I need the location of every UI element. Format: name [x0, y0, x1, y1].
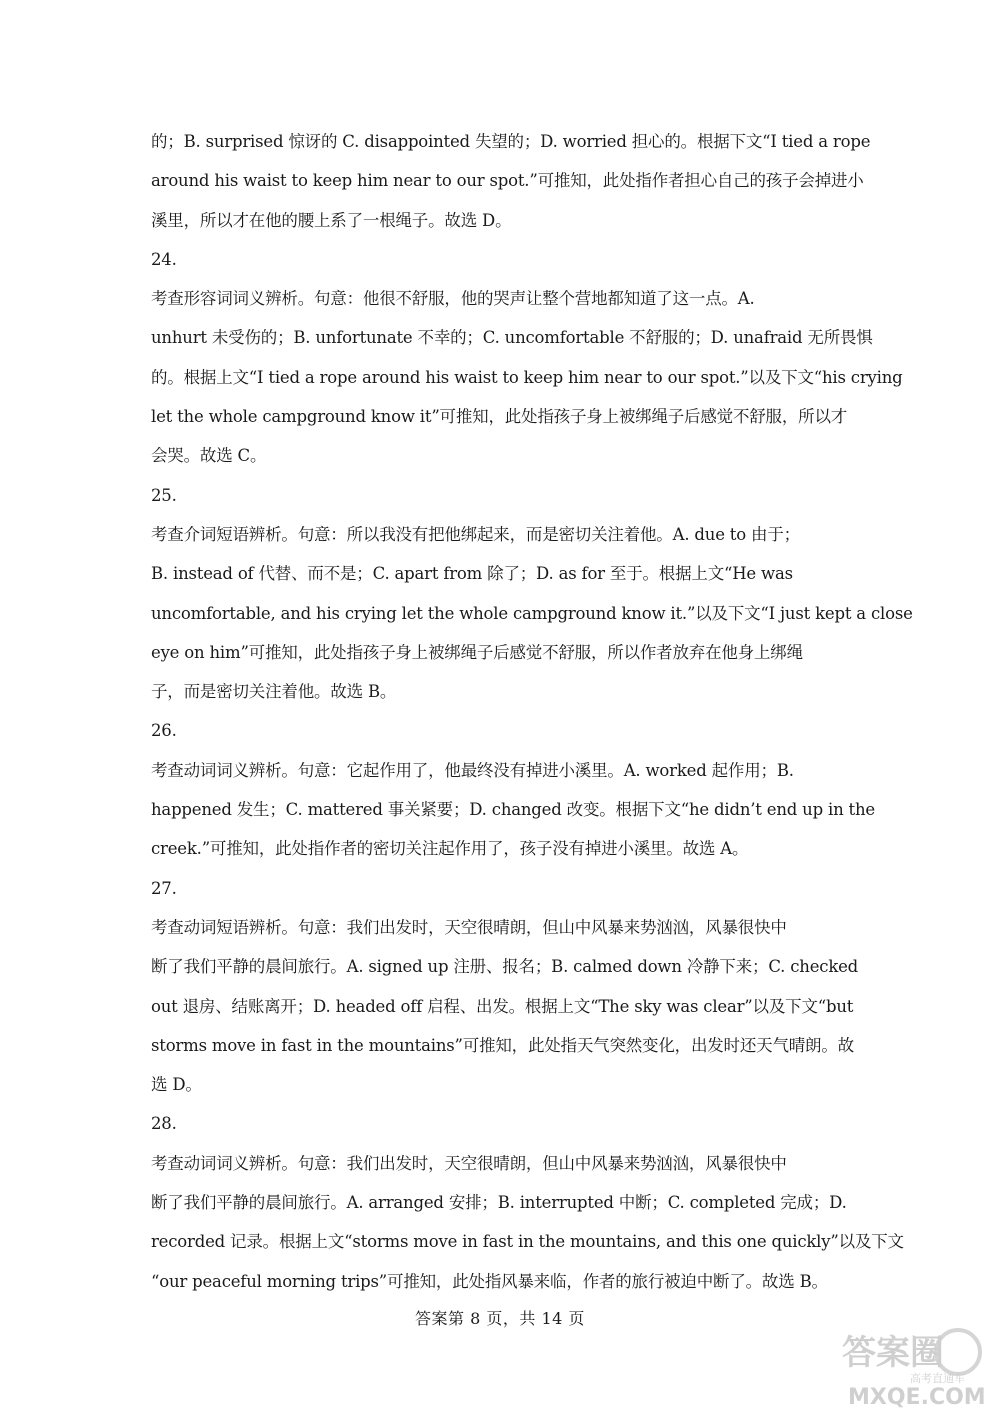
text-line: out 退房、结账离开；D. headed off 启程、出发。根据上文“The sky was clear”以及下文“but: [151, 996, 854, 1016]
text-line: creek.”可推知，此处指作者的密切关注起作用了，孩子没有掉进小溪里。故选 A。: [151, 839, 749, 859]
text-line: unhurt 未受伤的；B. unfortunate 不幸的；C. uncomfortable 不舒服的；D. unafraid 无所畏惧: [151, 328, 873, 348]
question-number: 27.: [151, 878, 177, 898]
text-line: 考查动词短语辨析。句意：我们出发时，天空很晴朗，但山中风暴来势汹汹，风暴很快中: [151, 917, 787, 937]
watermark-logo-graphic: [840, 1320, 990, 1410]
watermark-logo: [840, 1320, 990, 1410]
text-line: eye on him”可推知，此处指孩子身上被绑绳子后感觉不舒服，所以作者放弃在他身上绑绳: [151, 642, 803, 662]
text-line: “our peaceful morning trips”可推知，此处指风暴来临，作者的旅行被迫中断了。故选 B。: [151, 1271, 828, 1291]
watermark-logo-text: 答案圈: [842, 1333, 944, 1373]
text-line: happened 发生；C. mattered 事关紧要；D. changed 改变。根据下文“he didn’t end up in the: [151, 800, 875, 820]
text-line: around his waist to keep him near to our spot.”可推知，此处指作者担心自己的孩子会掉进小: [151, 171, 864, 191]
text-line: 断了我们平静的晨间旅行。A. arranged 安排；B. interrupted 中断；C. completed 完成；D.: [151, 1193, 847, 1213]
text-line: 考查形容词词义辨析。句意：他很不舒服，他的哭声让整个营地都知道了这一点。A.: [151, 289, 755, 309]
text-line: 考查介词短语辨析。句意：所以我没有把他绑起来，而是密切关注着他。A. due to 由于；: [151, 524, 800, 544]
page-footer: 答案第 8 页，共 14 页: [415, 1309, 585, 1328]
text-line: 会哭。故选 C。: [151, 446, 267, 466]
text-line: 断了我们平静的晨间旅行。A. signed up 注册、报名；B. calmed down 冷静下来；C. checked: [151, 957, 859, 977]
text-line: uncomfortable, and his crying let the whole campground know it.”以及下文“I just kept a close: [151, 603, 913, 623]
text-line: 的。根据上文“I tied a rope around his waist to keep him near to our spot.”以及下文“his crying: [151, 367, 903, 387]
text-line: storms move in fast in the mountains”可推知，此处指天气突然变化，出发时还天气晴朗。故: [151, 1035, 854, 1055]
text-line: 考查动词词义辨析。句意：我们出发时，天空很晴朗，但山中风暴来势汹汹，风暴很快中: [151, 1153, 787, 1173]
question-number: 26.: [151, 721, 177, 741]
text-line: 选 D。: [151, 1075, 202, 1095]
answer-explanation-body: [151, 122, 913, 1301]
watermark-site-text: MXQE.COM: [848, 1385, 986, 1410]
text-line: 考查动词词义辨析。句意：它起作用了，他最终没有掉进小溪里。A. worked 起作用；B.: [151, 760, 794, 780]
text-line: let the whole campground know it”可推知，此处指孩子身上被绑绳子后感觉不舒服，所以才: [151, 407, 848, 427]
text-line: 子，而是密切关注着他。故选 B。: [151, 682, 397, 702]
question-number: 24.: [151, 249, 177, 269]
watermark-sub-text: 高考直通车: [910, 1372, 965, 1385]
text-line: 的；B. surprised 惊讶的 C. disappointed 失望的；D. worried 担心的。根据下文“I tied a rope: [151, 132, 871, 151]
text-line: recorded 记录。根据上文“storms move in fast in the mountains, and this one quickly”以及下文: [151, 1232, 904, 1252]
question-number: 28.: [151, 1114, 177, 1134]
text-line: 溪里，所以才在他的腰上系了一根绳子。故选 D。: [151, 210, 512, 230]
question-number: 25.: [151, 485, 177, 505]
text-line: B. instead of 代替、而不是；C. apart from 除了；D. as for 至于。根据上文“He was: [151, 564, 793, 584]
